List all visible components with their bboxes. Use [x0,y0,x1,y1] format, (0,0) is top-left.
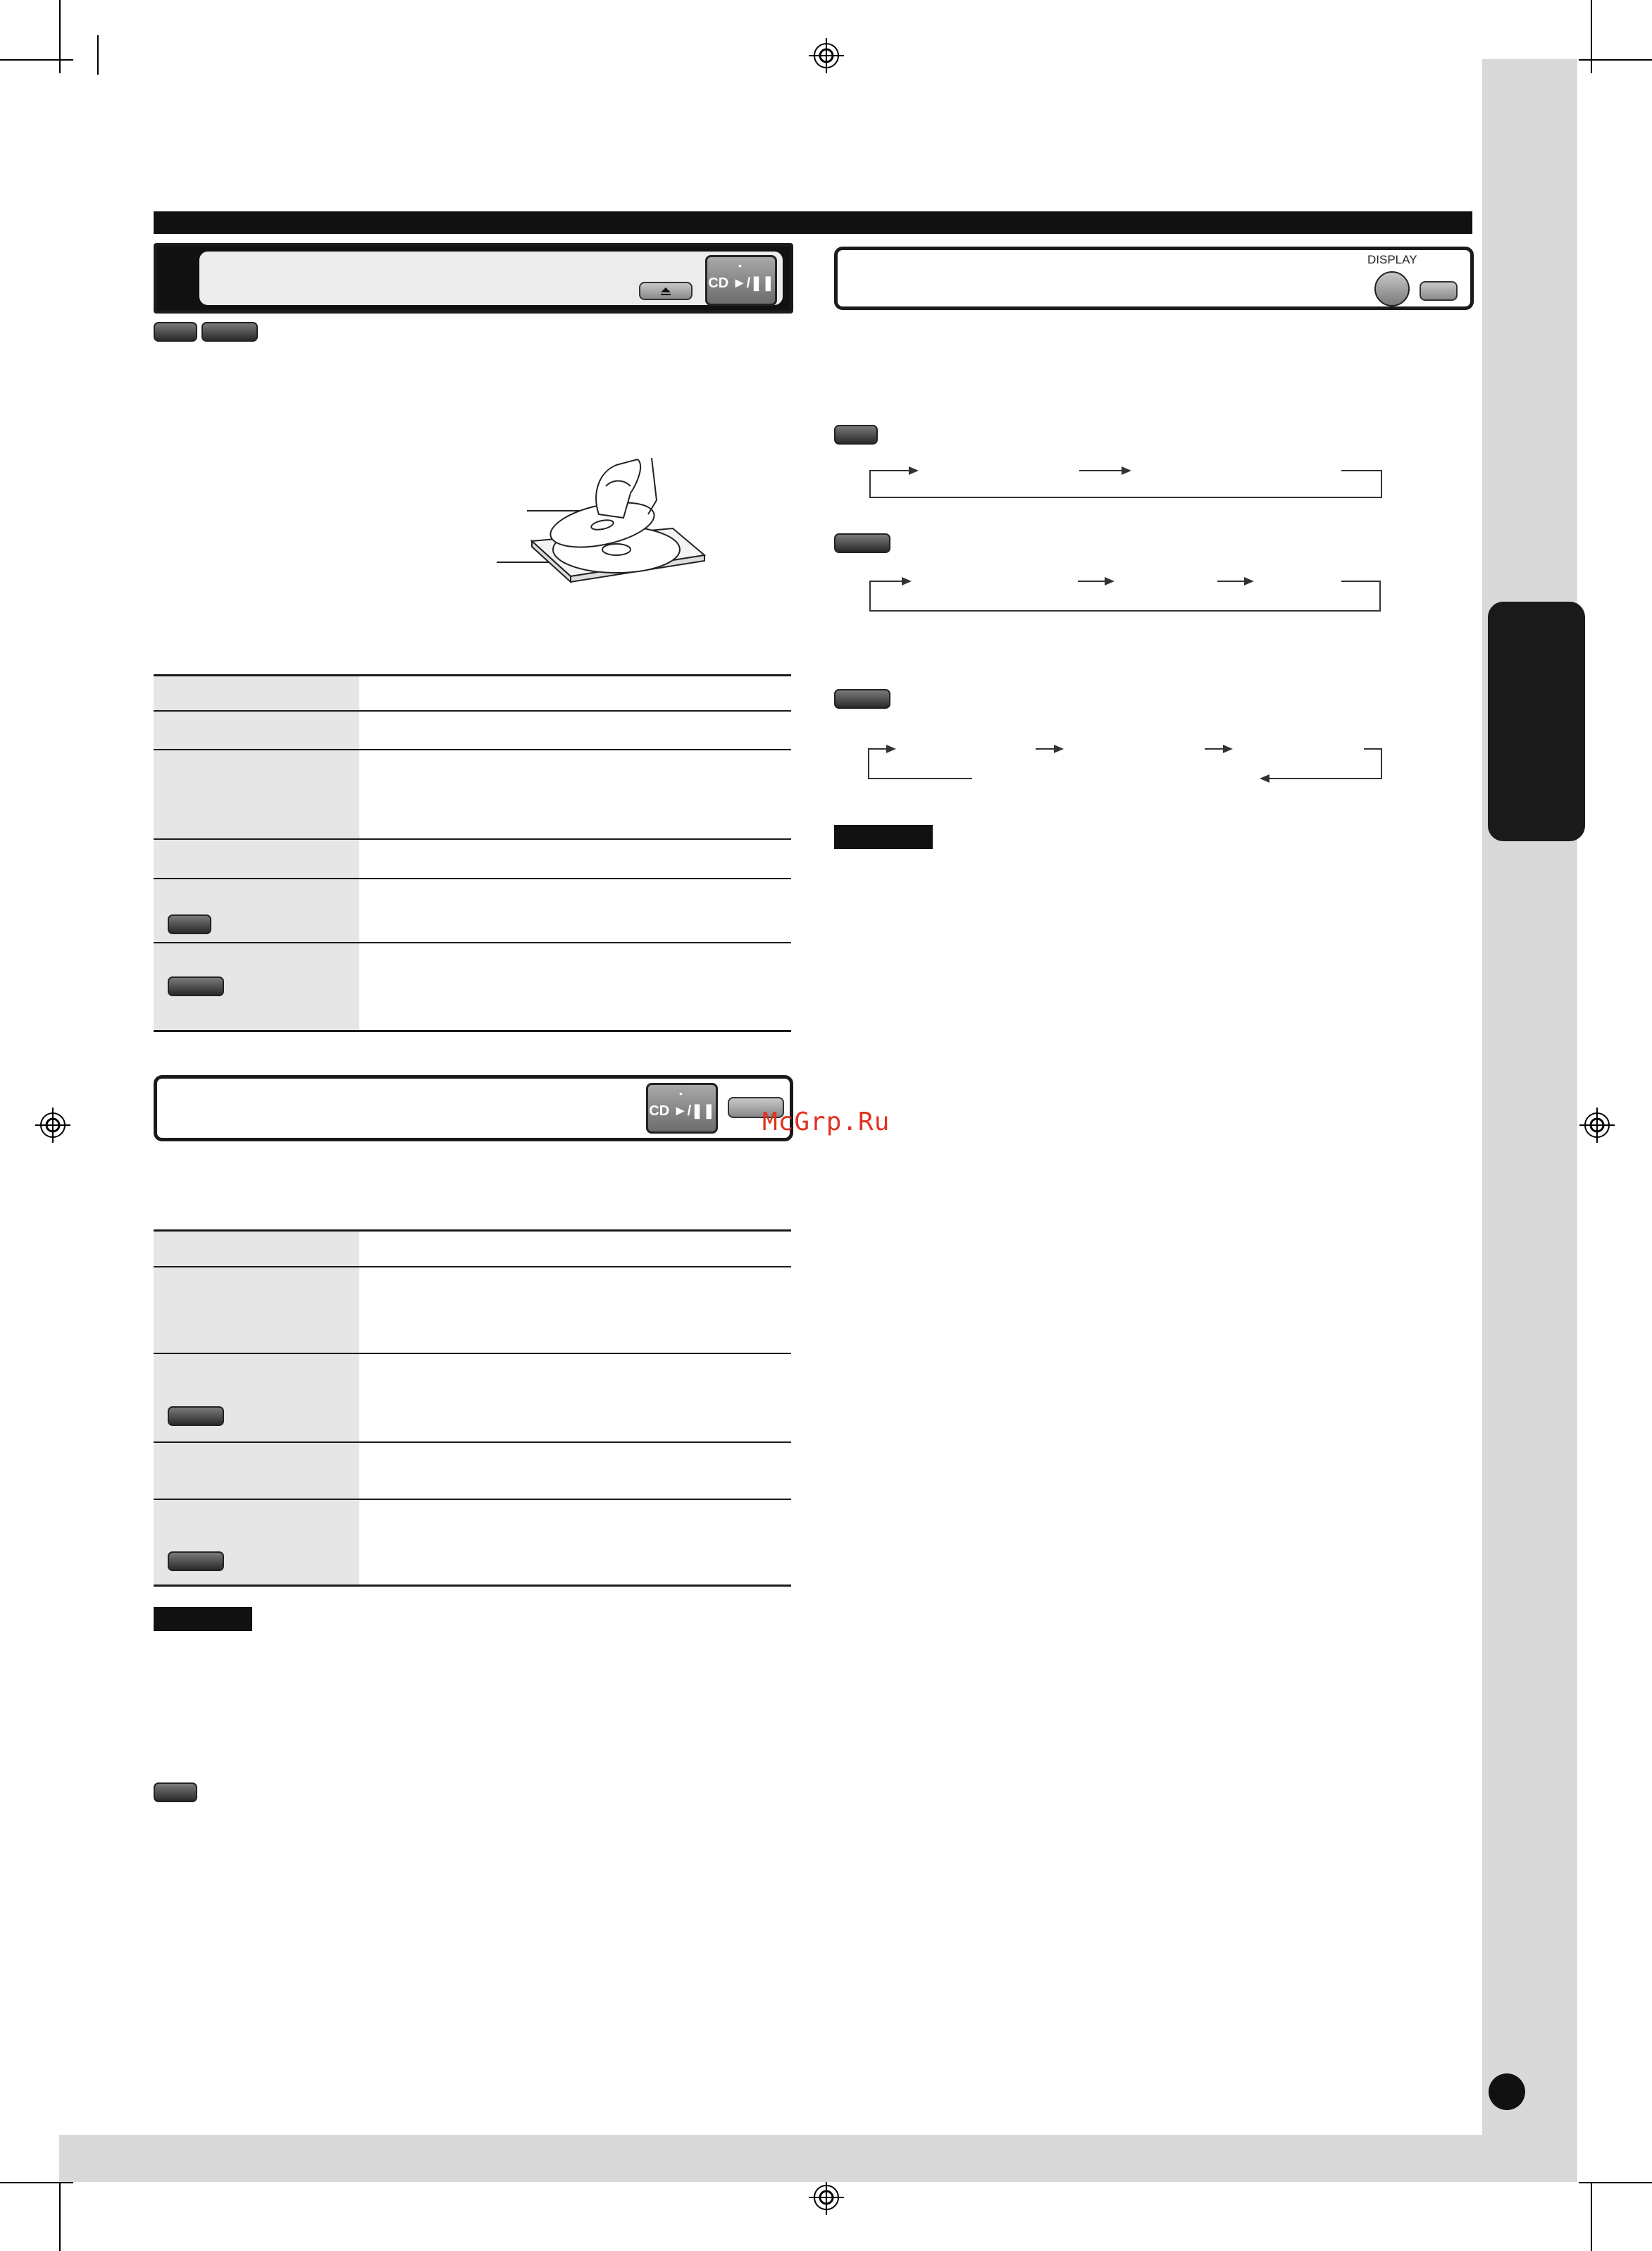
disc-type-badge [834,689,890,709]
table-rule [154,1585,791,1587]
crop-mark [59,0,61,73]
disc-type-badge [834,425,878,445]
disc-loading-illustration [493,451,712,592]
flow-loop-left [868,748,869,779]
bottom-margin-band [59,2135,1577,2182]
disc-panel-inner [199,252,783,305]
play-control-panel [154,1075,793,1141]
disc-type-badge [168,976,224,996]
flow-arrow [1268,778,1382,779]
table-rule [154,674,791,676]
crop-mark [97,35,99,75]
flow-arrowhead [1223,745,1233,753]
registration-target-icon [809,2180,844,2215]
flow-arrowhead [909,466,919,475]
registration-target-icon [35,1108,70,1143]
table-rule [154,942,791,943]
eject-icon [640,283,691,299]
flow-arrow [1217,581,1246,582]
crop-mark [0,59,73,61]
header-bar [154,211,1472,234]
display-cycle-loop [869,581,1381,612]
section-tab [1488,602,1585,841]
cd-play-pause-label: CD ►/❚❚ [708,275,774,291]
flow-arrow [1078,581,1106,582]
display-control-panel [834,247,1474,310]
cd-play-pause-button[interactable] [705,255,777,306]
crop-mark [1591,0,1592,73]
button-marker: • [679,1088,683,1099]
disc-type-badge [201,322,258,342]
table-rule [154,1030,791,1032]
eject-button[interactable] [639,282,693,300]
note-heading-bar [154,1607,252,1631]
disc-type-badge [154,322,197,342]
disc-control-panel [154,243,793,314]
disc-type-badge [168,1406,224,1426]
flow-arrow [1364,748,1382,750]
crop-mark [0,2182,73,2183]
crop-mark [1579,2182,1652,2183]
flow-arrow [869,470,909,471]
registration-target-icon [809,38,844,73]
flow-arrow [868,778,972,779]
cd-play-pause-label: CD ►/❚❚ [649,1103,715,1119]
flow-loop-right [1381,748,1382,779]
registration-target-icon [1579,1108,1615,1143]
table-rule [154,710,791,712]
remote-button[interactable] [1420,281,1458,301]
flow-arrow [869,581,902,582]
crop-mark [1579,59,1652,61]
flow-arrowhead [1054,745,1064,753]
table-rule [154,1441,791,1443]
button-marker: • [738,260,742,271]
table-rule [154,749,791,750]
disc-type-badge [168,914,211,934]
display-button[interactable] [1374,271,1410,306]
crop-mark [59,2182,61,2251]
table-rule [154,1353,791,1354]
note-heading-bar [834,825,933,849]
flow-arrowhead [886,745,896,753]
flow-arrowhead [1122,466,1131,475]
flow-arrowhead [1260,774,1269,783]
flow-arrow [1079,470,1124,471]
disc-type-badge [154,1782,197,1802]
display-button-label: DISPLAY [1367,253,1417,266]
watermark-text: McGrp.Ru [762,1108,890,1136]
cd-play-pause-button[interactable] [646,1083,718,1134]
flow-arrowhead [902,577,912,585]
crop-mark [1591,2182,1592,2251]
right-margin-band [1482,59,1577,2182]
page-number-marker [1489,2073,1525,2110]
table-rule [154,878,791,879]
flow-arrow [1341,581,1379,582]
disc-type-badge [168,1551,224,1571]
disc-type-badge [834,533,890,553]
table-rule [154,1499,791,1500]
flow-arrowhead [1244,577,1254,585]
flow-arrow [868,748,888,750]
flow-arrowhead [1105,577,1114,585]
flow-arrow [1341,470,1381,471]
table-rule [154,838,791,840]
table-rule [154,1266,791,1267]
table-rule [154,1229,791,1232]
